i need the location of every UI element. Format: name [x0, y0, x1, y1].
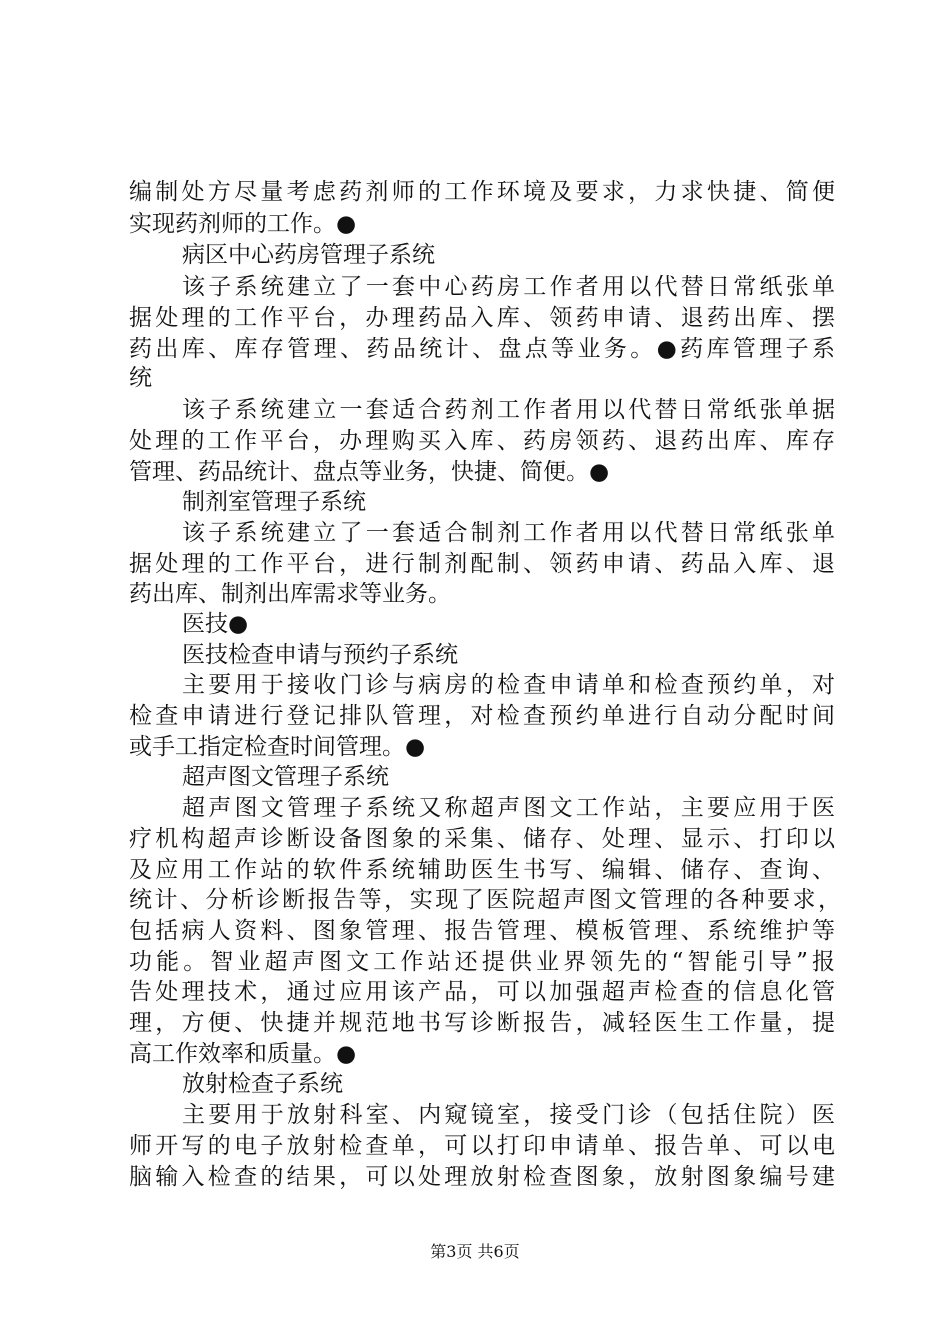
text-line: 包括病人资料、图象管理、报告管理、模板管理、系统维护等	[129, 918, 835, 944]
text-line: 处理的工作平台，办理购买入库、药房领药、退药出库、库存	[129, 428, 835, 454]
text-line: 主要用于放射科室、内窥镜室，接受门诊（包括住院）医	[182, 1102, 835, 1128]
section-heading: 医技检查申请与预约子系统	[182, 642, 458, 668]
text-line: 超声图文管理子系统又称超声图文工作站，主要应用于医	[182, 795, 835, 821]
text-line: 管理、药品统计、盘点等业务，快捷、简便。●	[129, 459, 610, 485]
section-heading: 医技●	[182, 611, 249, 637]
text-line: 疗机构超声诊断设备图象的采集、储存、处理、显示、打印以	[129, 826, 835, 852]
text-line: 脑输入检查的结果，可以处理放射检查图象，放射图象编号建	[129, 1164, 835, 1190]
text-line: 实现药剂师的工作。●	[129, 211, 357, 237]
text-line: 功能。智业超声图文工作站还提供业界领先的“智能引导”报	[129, 949, 835, 975]
text-line: 主要用于接收门诊与病房的检查申请单和检查预约单，对	[182, 672, 835, 698]
text-line: 统	[129, 365, 152, 391]
section-heading: 病区中心药房管理子系统	[182, 242, 435, 268]
text-line: 统计、分析诊断报告等，实现了医院超声图文管理的各种要求，	[129, 887, 841, 913]
text-line: 该子系统建立了一套适合制剂工作者用以代替日常纸张单	[182, 520, 835, 546]
text-line: 告处理技术，通过应用该产品，可以加强超声检查的信息化管	[129, 979, 835, 1005]
text-line: 据处理的工作平台，办理药品入库、领药申请、退药出库、摆	[129, 305, 835, 331]
text-line: 师开写的电子放射检查单，可以打印申请单、报告单、可以电	[129, 1133, 835, 1159]
text-line: 及应用工作站的软件系统辅助医生书写、编辑、储存、查询、	[129, 857, 835, 883]
text-line: 据处理的工作平台，进行制剂配制、领药申请、药品入库、退	[129, 551, 835, 577]
page-number-footer: 第3页 共6页	[430, 1242, 520, 1261]
text-line: 高工作效率和质量。●	[129, 1041, 357, 1067]
text-line: 检查申请进行登记排队管理，对检查预约单进行自动分配时间	[129, 703, 835, 729]
text-line: 该子系统建立了一套中心药房工作者用以代替日常纸张单	[182, 274, 835, 300]
text-line: 药出库、制剂出库需求等业务。	[129, 581, 451, 607]
section-heading: 超声图文管理子系统	[182, 764, 389, 790]
text-line: 编制处方尽量考虑药剂师的工作环境及要求，力求快捷、简便	[129, 179, 835, 205]
section-heading: 放射检查子系统	[182, 1071, 343, 1097]
section-heading: 制剂室管理子系统	[182, 489, 366, 515]
text-line: 理，方便、快捷并规范地书写诊断报告，减轻医生工作量，提	[129, 1010, 835, 1036]
text-line: 或手工指定检查时间管理。●	[129, 734, 426, 760]
text-line: 该子系统建立一套适合药剂工作者用以代替日常纸张单据	[182, 397, 835, 423]
text-line: 药出库、库存管理、药品统计、盘点等业务。●药库管理子系	[129, 336, 835, 362]
